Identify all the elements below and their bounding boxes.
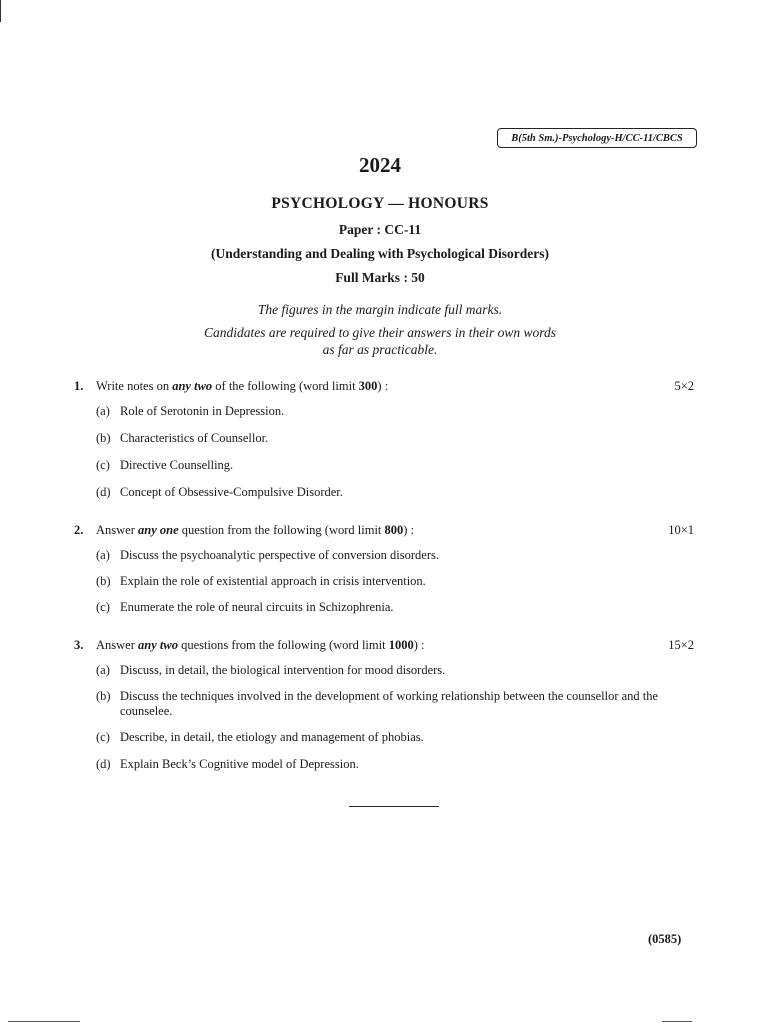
option-text: Discuss the techniques involved in the development of working relationship between the counsellor and the counselee. [120, 689, 659, 718]
option-text: Concept of Obsessive-Compulsive Disorder. [120, 485, 343, 499]
instruction-own-words: Candidates are required to give their answers in their own words [204, 325, 556, 340]
scan-edge-line [662, 1021, 692, 1022]
instruction-practicable: as far as practicable. [322, 342, 438, 357]
prompt-emphasis: any one [138, 523, 179, 537]
question-number: 2. [74, 523, 84, 537]
word-limit: 300 [358, 379, 378, 393]
option-text: Describe, in detail, the etiology and management of phobias. [120, 730, 424, 744]
question-1 [74, 379, 694, 500]
option-item [74, 458, 694, 473]
subject-title: PSYCHOLOGY — HONOURS [271, 195, 489, 212]
option-label: (a) [96, 404, 110, 418]
question-marks: 15×2 [668, 638, 694, 652]
option-label: (a) [96, 663, 110, 677]
question-marks: 5×2 [674, 379, 694, 393]
paper-title: (Understanding and Dealing with Psychological Disorders) [211, 246, 549, 261]
option-label: (a) [96, 548, 110, 562]
option-item [74, 730, 694, 745]
option-item [74, 431, 694, 446]
option-label: (d) [96, 757, 111, 771]
option-text: Discuss, in detail, the biological intervention for mood disorders. [120, 663, 446, 677]
option-label: (d) [96, 485, 111, 499]
prompt-middle: question from the following (word limit [178, 523, 385, 537]
question-header [74, 379, 694, 397]
option-label: (c) [96, 600, 110, 614]
question-header [74, 638, 694, 656]
question-number: 3. [74, 638, 84, 652]
prompt-emphasis: any two [172, 379, 213, 393]
option-label: (b) [96, 574, 111, 588]
option-text: Explain the role of existential approach in crisis intervention. [120, 574, 426, 588]
prompt-middle: questions from the following (word limit [177, 638, 389, 652]
word-limit: 800 [384, 523, 404, 537]
option-item [74, 485, 694, 500]
option-label: (c) [96, 458, 110, 472]
prompt-middle: of the following (word limit [212, 379, 359, 393]
question-prompt [96, 379, 388, 394]
question-number: 1. [74, 379, 84, 393]
instruction-marks: The figures in the margin indicate full marks. [257, 302, 503, 317]
paper-code-badge: B(5th Sm.)-Psychology-H/CC-11/CBCS [497, 128, 697, 148]
prompt-suffix: ) : [403, 523, 415, 537]
scan-edge-mark [0, 0, 1, 22]
prompt-suffix: ) : [413, 638, 425, 652]
option-text: Enumerate the role of neural circuits in Schizophrenia. [120, 600, 394, 614]
option-item [74, 574, 694, 589]
prompt-emphasis: any two [138, 638, 178, 652]
full-marks: Full Marks : 50 [335, 270, 425, 285]
exam-year: 2024 [359, 153, 401, 177]
question-2 [74, 523, 694, 615]
prompt-prefix: Answer [96, 523, 139, 537]
option-label: (b) [96, 689, 111, 703]
option-text: Role of Serotonin in Depression. [120, 404, 285, 418]
question-prompt [96, 523, 414, 538]
end-divider [349, 806, 439, 807]
option-label: (b) [96, 431, 111, 445]
option-text: Discuss the psychoanalytic perspective of conversion disorders. [120, 548, 440, 562]
option-item [74, 404, 694, 419]
option-item [74, 548, 694, 563]
option-item [74, 663, 694, 678]
option-text: Characteristics of Counsellor. [120, 431, 269, 445]
paper-serial-code: (0585) [648, 932, 682, 946]
prompt-suffix: ) : [377, 379, 389, 393]
option-text: Explain Beck’s Cognitive model of Depression. [120, 757, 359, 771]
scan-edge-line [8, 1021, 80, 1022]
option-text: Directive Counselling. [120, 458, 234, 472]
option-item [74, 689, 694, 719]
option-item [74, 600, 694, 615]
prompt-prefix: Answer [96, 638, 139, 652]
question-header [74, 523, 694, 541]
prompt-prefix: Write notes on [96, 379, 173, 393]
option-label: (c) [96, 730, 110, 744]
question-marks: 10×1 [668, 523, 694, 537]
option-item [74, 757, 694, 772]
question-3 [74, 638, 694, 772]
paper-number: Paper : CC-11 [338, 222, 422, 237]
word-limit: 1000 [388, 638, 414, 652]
question-prompt [96, 638, 424, 653]
